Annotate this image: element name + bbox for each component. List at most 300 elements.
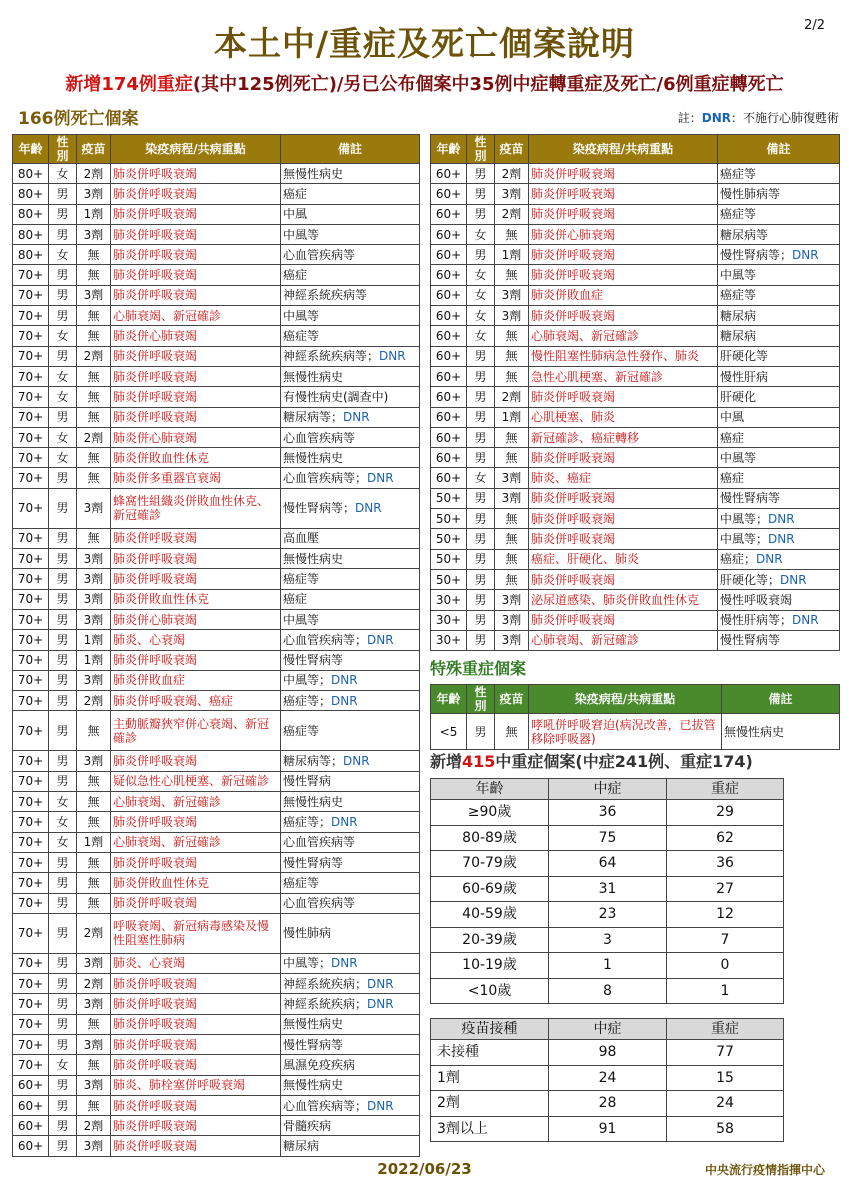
sex-cell: 女 xyxy=(49,832,77,852)
note-cell xyxy=(718,164,840,184)
new-cases-suffix: 中重症個案(中症241例、重症174) xyxy=(495,752,753,771)
course-cell: 肺炎併心肺衰竭 xyxy=(529,224,718,244)
moderate-count-cell: 1 xyxy=(549,953,667,979)
dnr-tag: DNR xyxy=(768,511,795,526)
note-cell xyxy=(718,224,840,244)
severe-count-cell: 27 xyxy=(667,876,784,902)
note-cell xyxy=(281,974,420,994)
note-text: 癌症等 xyxy=(283,723,320,738)
age-cell: 70+ xyxy=(13,670,49,690)
course-cell: 肺炎併心肺衰竭 xyxy=(111,609,281,629)
dnr-tag: DNR xyxy=(756,552,783,567)
course-cell: 肺炎併心肺衰竭 xyxy=(111,326,281,346)
note-text: 無慢性病史 xyxy=(283,1017,344,1032)
table-row xyxy=(13,407,420,427)
age-cell: 80+ xyxy=(13,184,49,204)
sex-cell: 女 xyxy=(467,224,495,244)
table-header-row xyxy=(13,135,420,164)
age-cell: 60+ xyxy=(431,387,467,407)
age-cell: 70+ xyxy=(13,953,49,973)
table-row xyxy=(431,448,840,468)
note-cell xyxy=(718,326,840,346)
vaccine-cell: 2劑 xyxy=(495,164,529,184)
course-cell: 肺炎併呼吸衰竭 xyxy=(111,366,281,386)
table-row xyxy=(13,832,420,852)
vaccine-cell: 無 xyxy=(77,326,111,346)
sex-cell: 男 xyxy=(49,670,77,690)
note-text: 心血管疾病等 xyxy=(283,247,356,262)
course-cell: 肺炎併呼吸衰竭 xyxy=(529,184,718,204)
table-row xyxy=(431,590,840,610)
vaccine-header-row xyxy=(431,1019,784,1040)
publish-date: 2022/06/23 xyxy=(377,1160,472,1178)
sex-cell: 男 xyxy=(49,1014,77,1034)
age-cell: 70+ xyxy=(13,366,49,386)
sex-cell: 男 xyxy=(49,893,77,913)
vaccine-cell: 2劑 xyxy=(495,204,529,224)
course-cell: 肺炎併呼吸衰竭 xyxy=(111,893,281,913)
note-text: 糖尿病 xyxy=(283,1139,320,1154)
note-text: 慢性腎病等 xyxy=(720,491,781,506)
sex-cell: 男 xyxy=(49,691,77,711)
moderate-count-cell: 3 xyxy=(549,927,667,953)
age-cell: 70+ xyxy=(13,792,49,812)
note-cell xyxy=(281,609,420,629)
sex-cell: 男 xyxy=(467,714,495,750)
sex-cell: 男 xyxy=(49,184,77,204)
course-cell: 肺炎併呼吸衰竭 xyxy=(111,407,281,427)
organization-name: 中央流行疫情指揮中心 xyxy=(704,1163,825,1177)
vaccine-cell: 3劑 xyxy=(77,184,111,204)
age-cell: 80+ xyxy=(13,204,49,224)
sex-cell: 男 xyxy=(467,549,495,569)
category-cell: 40-59歲 xyxy=(431,902,549,928)
table-row xyxy=(431,366,840,386)
note-cell xyxy=(281,792,420,812)
moderate-count-cell: 36 xyxy=(549,800,667,826)
vaccine-cell: 3劑 xyxy=(77,285,111,305)
course-cell: 肺炎併多重器官衰竭 xyxy=(111,468,281,488)
column-header: 性別 xyxy=(467,685,495,714)
vaccine-cell: 無 xyxy=(495,346,529,366)
note-cell xyxy=(281,873,420,893)
vaccine-cell: 無 xyxy=(77,468,111,488)
course-cell: 肺炎併敗血症 xyxy=(111,670,281,690)
table-row xyxy=(13,1075,420,1095)
age-cell: 60+ xyxy=(431,366,467,386)
table-row xyxy=(431,630,840,650)
dnr-note xyxy=(678,109,839,126)
note-text: 糖尿病 xyxy=(720,329,757,344)
sex-cell: 男 xyxy=(49,549,77,569)
sex-cell: 男 xyxy=(467,387,495,407)
age-cell: 70+ xyxy=(13,751,49,771)
table-row xyxy=(431,468,840,488)
age-header-row xyxy=(431,779,784,800)
column-header: 重症 xyxy=(667,1019,784,1040)
sex-cell: 女 xyxy=(467,326,495,346)
special-header-row xyxy=(431,685,840,714)
sex-cell: 男 xyxy=(49,1116,77,1136)
category-cell: ≥90歲 xyxy=(431,800,549,826)
course-cell: 肺炎併敗血性休克 xyxy=(111,589,281,609)
course-cell: 肺炎併呼吸衰竭 xyxy=(111,285,281,305)
table-header-row xyxy=(431,135,840,164)
table-row xyxy=(431,569,840,589)
column-header: 中症 xyxy=(549,1019,667,1040)
course-cell: 癌症、肝硬化、肺炎 xyxy=(529,549,718,569)
course-cell: 肺炎併呼吸衰竭 xyxy=(111,164,281,184)
vaccine-cell: 3劑 xyxy=(77,994,111,1014)
vaccine-cell: 2劑 xyxy=(77,691,111,711)
vaccine-cell: 2劑 xyxy=(77,1116,111,1136)
course-cell: 肺炎併敗血性休克 xyxy=(111,448,281,468)
sex-cell: 男 xyxy=(49,771,77,791)
age-cell: 60+ xyxy=(431,265,467,285)
vaccine-cell: 無 xyxy=(495,224,529,244)
note-cell xyxy=(718,306,840,326)
table-row xyxy=(13,245,420,265)
note-text: 中風 xyxy=(720,410,745,425)
vaccine-cell: 無 xyxy=(495,448,529,468)
course-cell: 肺炎併呼吸衰竭 xyxy=(111,1095,281,1115)
note-text: 神經系統疾病等； xyxy=(283,349,380,364)
sex-cell: 男 xyxy=(49,650,77,670)
vaccine-cell: 3劑 xyxy=(77,589,111,609)
vaccine-cell: 無 xyxy=(77,387,111,407)
sex-cell: 男 xyxy=(49,609,77,629)
table-row xyxy=(431,184,840,204)
course-cell: 肺炎併呼吸衰竭 xyxy=(529,204,718,224)
sex-cell: 男 xyxy=(49,569,77,589)
note-cell xyxy=(718,569,840,589)
note-text: 骨髓疾病 xyxy=(283,1118,332,1133)
note-cell xyxy=(718,529,840,549)
table-row xyxy=(431,1091,784,1117)
course-cell: 肺炎併呼吸衰竭 xyxy=(111,1014,281,1034)
table-row xyxy=(13,366,420,386)
course-cell: 肺炎、心衰竭 xyxy=(111,630,281,650)
table-row xyxy=(13,326,420,346)
course-cell: 新冠確診、癌症轉移 xyxy=(529,427,718,447)
table-row xyxy=(431,326,840,346)
age-cell: 60+ xyxy=(431,326,467,346)
note-cell xyxy=(718,407,840,427)
sex-cell: 男 xyxy=(467,630,495,650)
age-cell: 50+ xyxy=(431,569,467,589)
sex-cell: 女 xyxy=(49,1055,77,1075)
age-cell: 70+ xyxy=(13,427,49,447)
course-cell: 肺炎併呼吸衰竭 xyxy=(529,387,718,407)
note-cell: 無慢性病史 xyxy=(722,714,840,750)
note-text: 慢性腎病等 xyxy=(283,653,344,668)
note-cell xyxy=(718,346,840,366)
vaccine-cell: 無 xyxy=(77,852,111,872)
table-row xyxy=(431,407,840,427)
sex-cell: 女 xyxy=(467,265,495,285)
table-row xyxy=(13,1055,420,1075)
table-row xyxy=(13,1095,420,1115)
note-text: 慢性腎病 xyxy=(283,774,332,789)
note-text: 癌症等 xyxy=(720,207,757,222)
note-text: 癌症等； xyxy=(283,693,332,708)
note-text: 慢性呼吸衰竭 xyxy=(720,592,793,607)
age-cell: <5 xyxy=(431,714,467,750)
vaccine-cell: 無 xyxy=(77,812,111,832)
note-cell xyxy=(281,953,420,973)
column-header: 重症 xyxy=(667,779,784,800)
note-text: 心血管疾病等； xyxy=(283,471,368,486)
course-cell: 肺炎、肺栓塞併呼吸衰竭 xyxy=(111,1075,281,1095)
course-cell: 肺炎併呼吸衰竭 xyxy=(111,245,281,265)
age-cell: 30+ xyxy=(431,630,467,650)
vaccine-cell: 3劑 xyxy=(495,468,529,488)
vaccine-cell: 2劑 xyxy=(77,974,111,994)
note-text: 癌症； xyxy=(720,552,757,567)
table-row xyxy=(13,468,420,488)
column-header: 疫苗 xyxy=(495,685,529,714)
table-row xyxy=(431,509,840,529)
course-cell: 肺炎併呼吸衰竭 xyxy=(529,488,718,508)
category-cell: 未接種 xyxy=(431,1040,549,1066)
sex-cell: 男 xyxy=(49,1095,77,1115)
table-row xyxy=(431,346,840,366)
note-text: 慢性腎病等； xyxy=(720,247,793,262)
note-cell xyxy=(281,204,420,224)
note-text: 糖尿病等； xyxy=(283,754,344,769)
note-text: 癌症等； xyxy=(283,814,332,829)
note-cell xyxy=(718,509,840,529)
note-text: 癌症 xyxy=(283,268,308,283)
table-row xyxy=(431,245,840,265)
category-cell: 80-89歲 xyxy=(431,825,549,851)
note-cell xyxy=(718,366,840,386)
table-row xyxy=(431,1116,784,1142)
note-cell xyxy=(281,184,420,204)
table-row xyxy=(431,549,840,569)
note-text: 癌症等 xyxy=(283,571,320,586)
age-body xyxy=(431,800,784,1004)
vaccine-cell: 無 xyxy=(495,529,529,549)
table-row xyxy=(13,1116,420,1136)
column-header: 疫苗 xyxy=(495,135,529,164)
sex-cell: 男 xyxy=(467,164,495,184)
note-text: 癌症 xyxy=(720,430,745,445)
moderate-count-cell: 8 xyxy=(549,978,667,1004)
age-cell: 60+ xyxy=(431,245,467,265)
severe-count-cell: 62 xyxy=(667,825,784,851)
table-row xyxy=(13,184,420,204)
course-cell: 哮吼併呼吸窘迫(病況改善，已拔管移除呼吸器) xyxy=(529,714,722,750)
course-cell: 肺炎併呼吸衰竭 xyxy=(529,245,718,265)
vaccine-cell: 3劑 xyxy=(77,1034,111,1054)
sex-cell: 男 xyxy=(49,852,77,872)
sex-cell: 男 xyxy=(49,488,77,528)
dnr-tag: DNR xyxy=(355,501,382,516)
note-text: 中風 xyxy=(283,207,308,222)
course-cell: 心肺衰竭、新冠確診 xyxy=(111,792,281,812)
note-cell xyxy=(281,1075,420,1095)
table-row xyxy=(13,164,420,184)
note-text: 糖尿病等 xyxy=(720,227,769,242)
vaccine-summary-table xyxy=(430,1018,784,1142)
subtitle-rest: (其中125例死亡)/另已公布個案中35例中症轉重症及死亡/6例重症轉死亡 xyxy=(192,74,784,95)
table-row xyxy=(13,953,420,973)
severe-count-cell: 36 xyxy=(667,851,784,877)
vaccine-cell: 1劑 xyxy=(495,245,529,265)
moderate-count-cell: 64 xyxy=(549,851,667,877)
note-cell xyxy=(281,306,420,326)
course-cell: 肺炎併呼吸衰竭 xyxy=(111,224,281,244)
column-header: 年齡 xyxy=(431,135,467,164)
sex-cell: 女 xyxy=(467,468,495,488)
category-cell: 2劑 xyxy=(431,1091,549,1117)
dnr-note-prefix: 註： xyxy=(677,111,702,125)
age-cell: 70+ xyxy=(13,346,49,366)
note-cell xyxy=(718,285,840,305)
age-cell: 60+ xyxy=(431,285,467,305)
note-cell xyxy=(281,427,420,447)
note-text: 無慢性病史 xyxy=(283,794,344,809)
age-cell: 70+ xyxy=(13,1055,49,1075)
table-row xyxy=(13,448,420,468)
age-cell: 60+ xyxy=(13,1136,49,1156)
special-case-table xyxy=(430,684,840,750)
category-cell: 3劑以上 xyxy=(431,1116,549,1142)
sex-cell: 男 xyxy=(49,346,77,366)
vaccine-cell: 無 xyxy=(495,326,529,346)
table-row xyxy=(13,387,420,407)
sex-cell: 男 xyxy=(49,1075,77,1095)
sex-cell: 男 xyxy=(467,184,495,204)
sex-cell: 男 xyxy=(49,285,77,305)
table-row xyxy=(431,224,840,244)
note-cell xyxy=(281,812,420,832)
note-cell xyxy=(281,994,420,1014)
new-cases-count: 415 xyxy=(462,752,496,771)
vaccine-cell: 3劑 xyxy=(495,285,529,305)
course-cell: 肺炎併呼吸衰竭 xyxy=(111,994,281,1014)
subtitle-highlight: 新增174例重症 xyxy=(65,74,193,95)
moderate-count-cell: 98 xyxy=(549,1040,667,1066)
note-cell xyxy=(281,265,420,285)
note-text: 心血管疾病等 xyxy=(283,835,356,850)
age-cell: 70+ xyxy=(13,285,49,305)
age-cell: 70+ xyxy=(13,994,49,1014)
table-row xyxy=(13,852,420,872)
sex-cell: 男 xyxy=(49,468,77,488)
note-cell xyxy=(281,832,420,852)
table-row xyxy=(13,691,420,711)
vaccine-cell: 1劑 xyxy=(77,204,111,224)
severe-count-cell: 12 xyxy=(667,902,784,928)
table-row xyxy=(431,876,784,902)
course-cell: 慢性阻塞性肺病急性發作、肺炎 xyxy=(529,346,718,366)
vaccine-cell: 無 xyxy=(77,407,111,427)
note-text: 心血管疾病等； xyxy=(283,632,368,647)
course-cell: 肺炎併呼吸衰竭 xyxy=(111,1116,281,1136)
age-cell: 60+ xyxy=(431,184,467,204)
dnr-note-text: ：不施行心肺復甦術 xyxy=(730,111,839,125)
age-cell: 70+ xyxy=(13,974,49,994)
vaccine-cell: 無 xyxy=(77,1055,111,1075)
column-header: 染疫病程/共病重點 xyxy=(111,135,281,164)
course-cell: 肺炎併呼吸衰竭 xyxy=(111,1034,281,1054)
vaccine-cell: 無 xyxy=(77,1014,111,1034)
dnr-tag: DNR xyxy=(331,693,358,708)
vaccine-cell: 無 xyxy=(77,873,111,893)
column-header: 疫苗接種 xyxy=(431,1019,549,1040)
course-cell: 肺炎併呼吸衰竭 xyxy=(111,974,281,994)
age-cell: 70+ xyxy=(13,832,49,852)
table-row xyxy=(13,650,420,670)
note-cell xyxy=(281,893,420,913)
vaccine-cell: 無 xyxy=(495,569,529,589)
vaccine-cell: 3劑 xyxy=(77,224,111,244)
course-cell: 肺炎併呼吸衰竭 xyxy=(111,204,281,224)
note-text: 糖尿病等； xyxy=(283,410,344,425)
course-cell: 肺炎併呼吸衰竭 xyxy=(529,610,718,630)
vaccine-cell: 3劑 xyxy=(495,590,529,610)
moderate-count-cell: 24 xyxy=(549,1065,667,1091)
sex-cell: 男 xyxy=(49,407,77,427)
table-row xyxy=(13,427,420,447)
course-cell: 肺炎併呼吸衰竭 xyxy=(529,164,718,184)
table-row xyxy=(13,873,420,893)
death-table-right xyxy=(430,134,840,651)
note-cell xyxy=(718,630,840,650)
special-body xyxy=(431,714,840,750)
category-cell: 10-19歲 xyxy=(431,953,549,979)
table-row xyxy=(13,589,420,609)
vaccine-cell: 無 xyxy=(495,366,529,386)
age-cell: 60+ xyxy=(431,224,467,244)
age-cell: 70+ xyxy=(13,1014,49,1034)
page-subtitle xyxy=(0,70,849,96)
note-text: 神經系統疾病等 xyxy=(283,288,368,303)
sex-cell: 男 xyxy=(49,953,77,973)
age-cell: 60+ xyxy=(431,427,467,447)
table-row xyxy=(13,751,420,771)
table-row xyxy=(431,714,840,750)
age-cell: 60+ xyxy=(13,1116,49,1136)
age-cell: 50+ xyxy=(431,529,467,549)
sex-cell: 女 xyxy=(49,792,77,812)
note-cell xyxy=(281,630,420,650)
age-cell: 60+ xyxy=(431,204,467,224)
note-cell xyxy=(281,670,420,690)
course-cell: 肺炎併呼吸衰竭 xyxy=(111,751,281,771)
table-row xyxy=(13,670,420,690)
note-cell xyxy=(718,427,840,447)
table-row xyxy=(431,488,840,508)
age-cell: 70+ xyxy=(13,326,49,346)
age-cell: 60+ xyxy=(431,346,467,366)
table-body xyxy=(13,164,420,1157)
sex-cell: 男 xyxy=(467,488,495,508)
dnr-tag: DNR xyxy=(780,572,807,587)
note-cell xyxy=(281,407,420,427)
age-cell: 70+ xyxy=(13,650,49,670)
age-cell: 70+ xyxy=(13,528,49,548)
note-cell xyxy=(281,1034,420,1054)
vaccine-cell: 3劑 xyxy=(495,610,529,630)
new-cases-title xyxy=(430,749,753,772)
age-cell: 70+ xyxy=(13,407,49,427)
table-row xyxy=(431,285,840,305)
note-cell xyxy=(281,913,420,953)
vaccine-cell: 3劑 xyxy=(495,630,529,650)
